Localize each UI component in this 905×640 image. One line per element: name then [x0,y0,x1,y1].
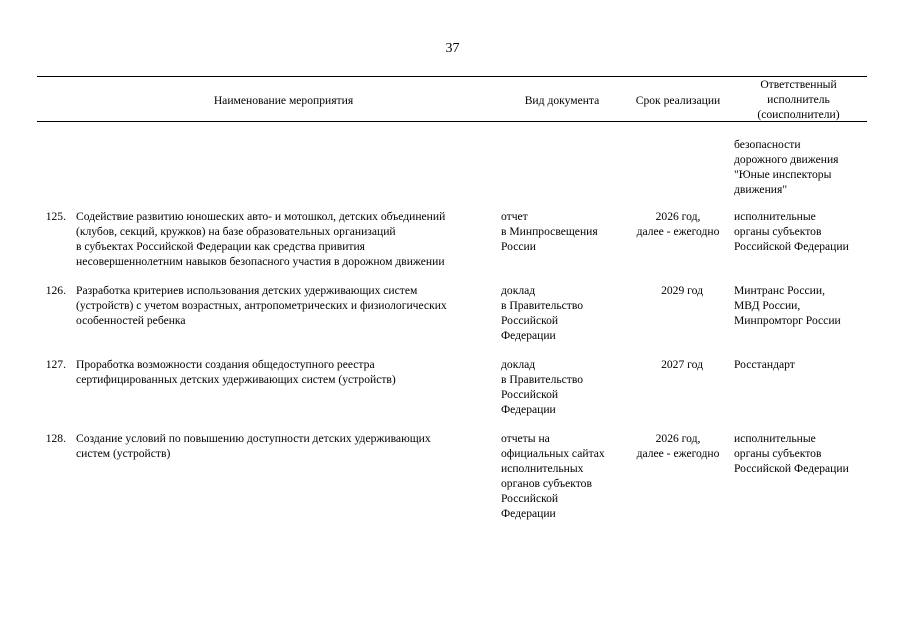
row-number: 128. [45,432,66,445]
row-doc: доклад в Правительство Российской Федерации [501,284,584,342]
row-number: 126. [45,284,66,297]
row-doc: доклад в Правительство Российской Федерации [501,358,584,416]
row-term: 2027 год [661,358,703,371]
row-name: Разработка критериев использования детских удерживающих систем (устройств) с учетом возрастных, антропометрических и физиологических особенностей ребенка [76,284,447,327]
row-name: Создание условий по повышению доступности детских удерживающих систем (устройств) [76,432,431,460]
header-term: Срок реализации [635,94,721,107]
row-term: 2026 год, далее - ежегодно [636,432,720,460]
row-name: Проработка возможности создания общедоступного реестра сертифицированных детских удерживающих систем (устройств) [76,358,396,386]
continuation-executor: безопасности дорожного движения "Юные инспекторы движения" [734,138,839,196]
header-doc: Вид документа [524,94,600,107]
row-term: 2026 год, далее - ежегодно [636,210,720,238]
row-doc: отчеты на официальных сайтах исполнительных органов субъектов Российской Федерации [501,432,605,520]
row-number: 125. [45,210,66,223]
row-doc: отчет в Минпросвещения России [501,210,598,253]
header-name: Наименование мероприятия [213,94,354,107]
row-name: Содействие развитию юношеских авто- и мотошкол, детских объединений (клубов, секций, кружков) на базе образовательных организаций в субъектах Российской Федерации как средства привития несовершеннолетним навыков безопасного участия в дорожном движении [76,210,446,268]
header-executor: Ответственный исполнитель (соисполнители) [757,78,840,121]
row-executor: Росстандарт [734,358,795,371]
row-executor: исполнительные органы субъектов Российской Федерации [734,432,849,475]
row-term: 2029 год [661,284,703,297]
row-executor: Минтранс России, МВД России, Минпромторг России [734,284,841,327]
row-number: 127. [45,358,66,371]
row-executor: исполнительные органы субъектов Российской Федерации [734,210,849,253]
page-number: 37 [445,41,460,56]
